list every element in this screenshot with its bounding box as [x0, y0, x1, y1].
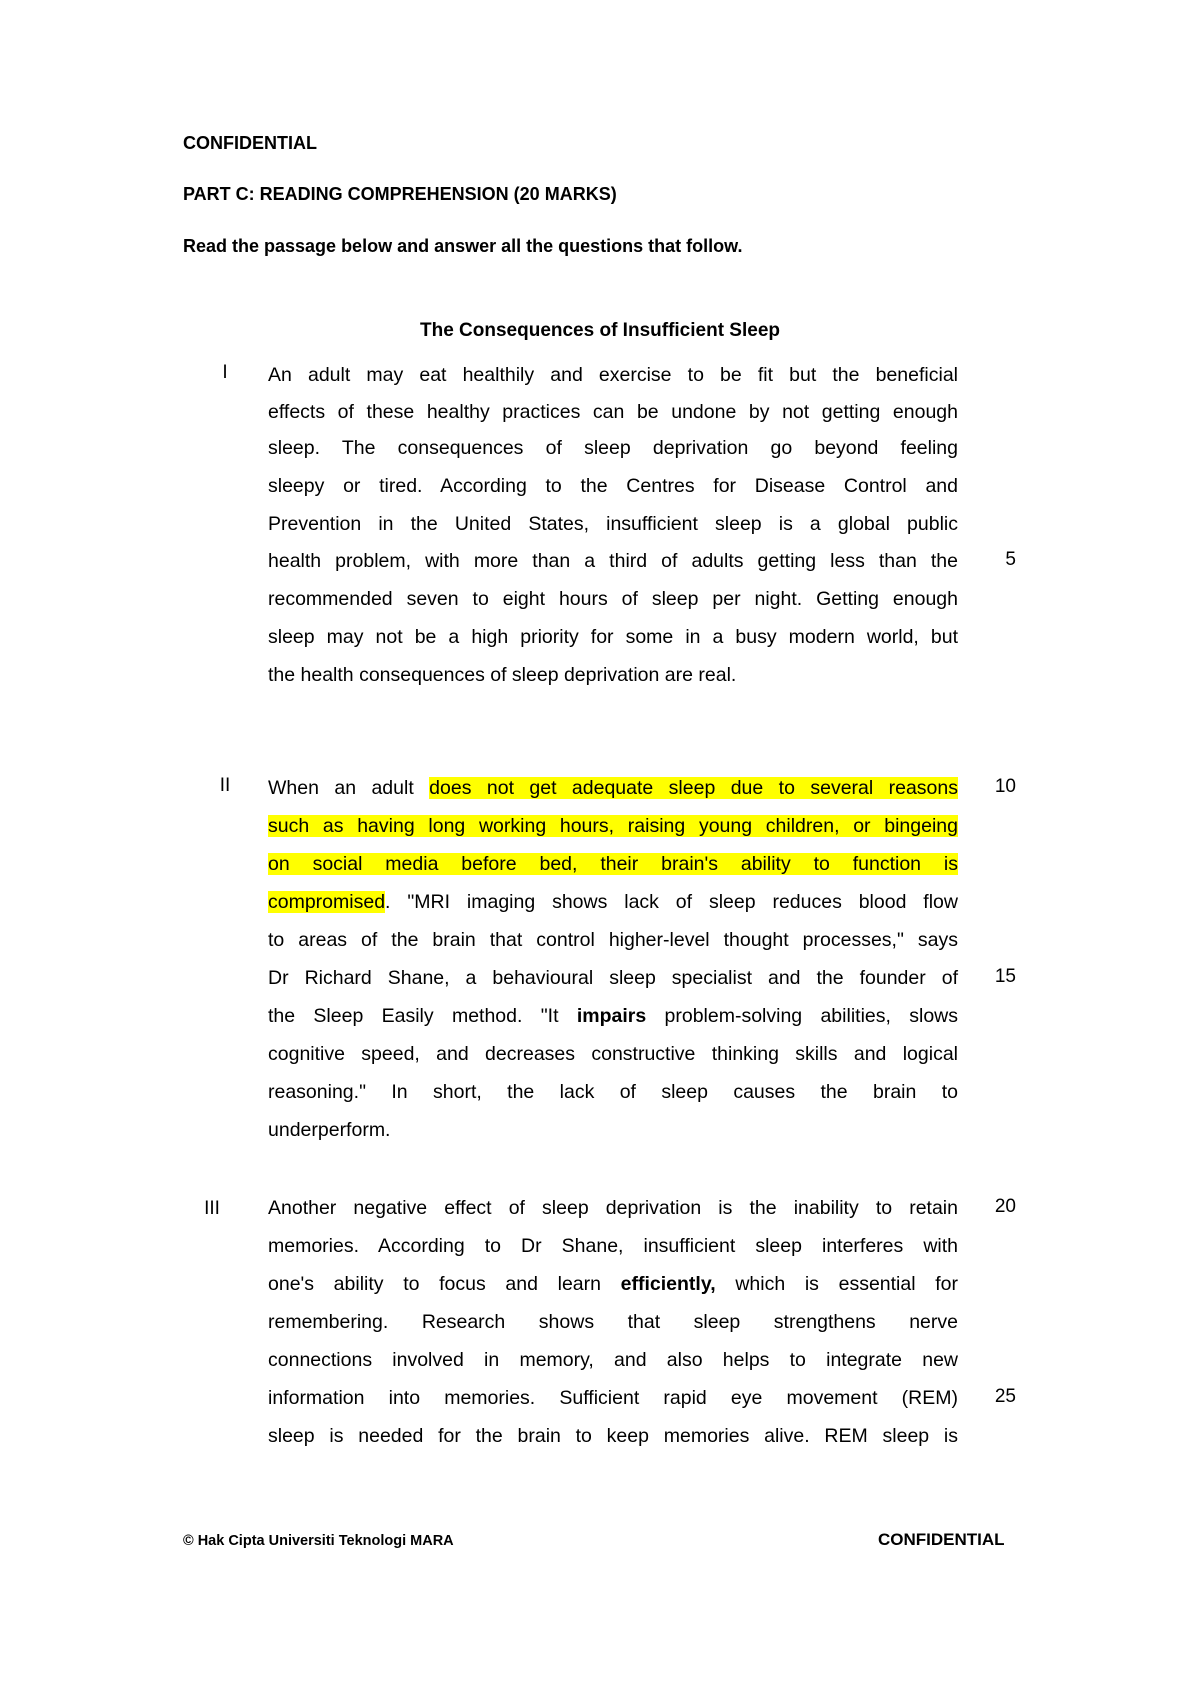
p2-line-4-plain: . "MRI imaging shows lack of sleep reduces blood flow — [385, 891, 958, 913]
p1-line-3: sleep. The consequences of sleep deprivation go beyond feeling — [268, 437, 958, 459]
p2-line-1-plain: When an adult — [268, 777, 430, 799]
p3-line-3-pre: one's ability to focus and learn — [268, 1273, 621, 1295]
p2-line-5: to areas of the brain that control higher-level thought processes," says — [268, 929, 958, 951]
p1-line-5: Prevention in the United States, insufficient sleep is a global public — [268, 513, 958, 535]
paragraph-number-3: III — [204, 1198, 220, 1219]
p2-line-7-pre: the Sleep Easily method. "It — [268, 1005, 577, 1027]
p1-line-6: health problem, with more than a third of adults getting less than the — [268, 550, 958, 572]
p3-line-1: Another negative effect of sleep deprivation is the inability to retain — [268, 1197, 958, 1219]
p3-line-3-post: which is essential for — [715, 1273, 958, 1295]
p2-line-4 — [268, 890, 958, 914]
efficiently-bold: efficiently, — [620, 1273, 716, 1295]
p3-line-4: remembering. Research shows that sleep strengthens nerve — [268, 1311, 958, 1333]
p1-line-7: recommended seven to eight hours of sleep per night. Getting enough — [268, 588, 958, 610]
p1-line-1: An adult may eat healthily and exercise to be fit but the beneficial — [268, 364, 958, 386]
p2-line-9: reasoning." In short, the lack of sleep causes the brain to — [268, 1081, 958, 1103]
p1-line-4: sleepy or tired. According to the Centres for Disease Control and — [268, 475, 958, 497]
p3-line-3 — [268, 1272, 958, 1296]
p2-highlight-1: does not get adequate sleep due to several reasons — [429, 777, 958, 799]
p3-line-7: sleep is needed for the brain to keep memories alive. REM sleep is — [268, 1425, 958, 1447]
p1-line-9: the health consequences of sleep deprivation are real. — [268, 664, 737, 686]
p2-line-1 — [268, 776, 958, 800]
p2-line-6: Dr Richard Shane, a behavioural sleep specialist and the founder of — [268, 967, 958, 989]
line-number-20: 20 — [994, 1196, 1016, 1217]
passage-title: The Consequences of Insufficient Sleep — [419, 320, 780, 341]
p2-line-3 — [268, 852, 958, 876]
p1-line-8: sleep may not be a high priority for some in a busy modern world, but — [268, 626, 958, 648]
line-number-25: 25 — [994, 1386, 1016, 1407]
p2-highlight-2: such as having long working hours, raising young children, or bingeing — [268, 815, 958, 837]
p2-line-7 — [268, 1004, 958, 1028]
p3-line-5: connections involved in memory, and also helps to integrate new — [268, 1349, 958, 1371]
p3-line-2: memories. According to Dr Shane, insufficient sleep interferes with — [268, 1235, 958, 1257]
p2-line-8: cognitive speed, and decreases constructive thinking skills and logical — [268, 1043, 958, 1065]
p2-line-7-post: problem-solving abilities, slows — [646, 1005, 958, 1027]
line-number-10: 10 — [994, 776, 1016, 797]
paragraph-number-2: II — [219, 775, 231, 796]
part-heading: PART C: READING COMPREHENSION (20 MARKS) — [183, 184, 617, 204]
confidential-footer: CONFIDENTIAL — [878, 1530, 1005, 1549]
line-number-15: 15 — [994, 966, 1016, 987]
p2-line-10: underperform. — [268, 1119, 391, 1141]
p2-highlight-3: on social media before bed, their brain's ability to function is — [268, 853, 958, 875]
p2-line-2 — [268, 814, 958, 838]
instruction: Read the passage below and answer all the questions that follow. — [183, 236, 743, 256]
confidential-header: CONFIDENTIAL — [183, 133, 317, 153]
p1-line-2: effects of these healthy practices can be undone by not getting enough — [268, 401, 958, 423]
line-number-5: 5 — [1005, 549, 1016, 570]
p2-highlight-4: compromised — [268, 891, 386, 913]
paragraph-number-1: I — [222, 362, 228, 383]
p3-line-6: information into memories. Sufficient rapid eye movement (REM) — [268, 1387, 958, 1409]
copyright-footer: © Hak Cipta Universiti Teknologi MARA — [183, 1533, 454, 1549]
impairs-bold: impairs — [576, 1005, 647, 1027]
